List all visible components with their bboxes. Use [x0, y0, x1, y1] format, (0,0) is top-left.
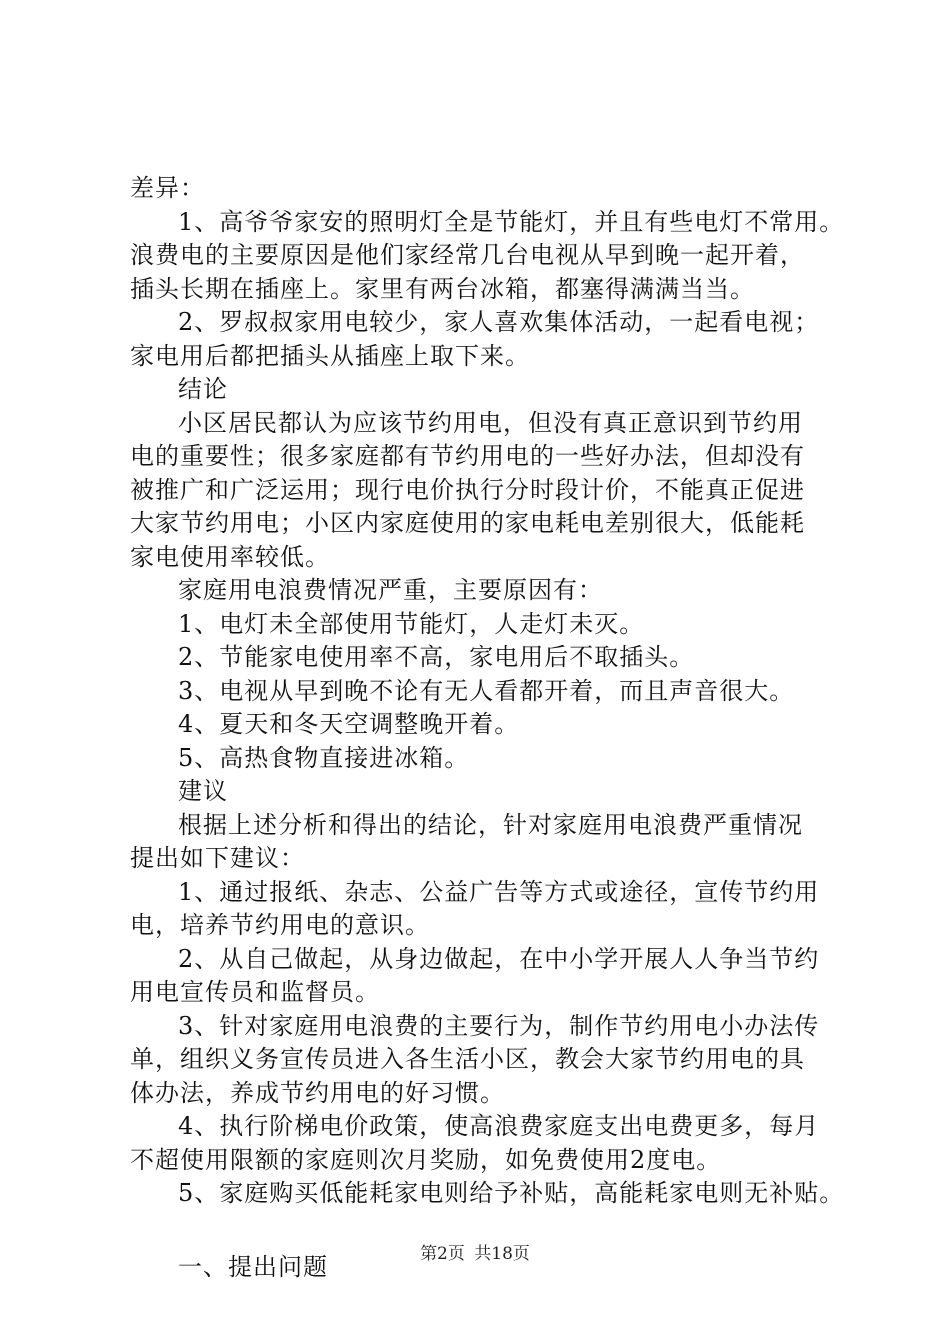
text-line: 1、高爷爷家安的照明灯全是节能灯，并且有些电灯不常用。 — [178, 207, 845, 236]
list-item: 3、电视从早到晚不论有无人看都开着，而且声音很大。 — [178, 676, 795, 705]
list-item: 5、高热食物直接进冰箱。 — [178, 743, 470, 772]
text-line: 根据上述分析和得出的结论，针对家庭用电浪费严重情况 — [178, 810, 803, 839]
text-line: 提出如下建议： — [130, 844, 305, 872]
list-item: 3、针对家庭用电浪费的主要行为，制作节约用电小办法传 — [178, 1011, 820, 1040]
list-item: 2、节能家电使用率不高，家电用后不取插头。 — [178, 643, 695, 671]
text-line: 体办法，养成节约用电的好习惯。 — [130, 1078, 505, 1107]
page-number: 第2页 — [420, 1244, 465, 1264]
text-line: 家庭用电浪费情况严重，主要原因有： — [178, 576, 603, 604]
text-line: 单，组织义务宣传员进入各生活小区，教会大家节约用电的具 — [130, 1045, 805, 1073]
text-line: 家电使用率较低。 — [130, 542, 330, 571]
section-heading-conclusion: 结论 — [178, 375, 228, 403]
text-line: 2、罗叔叔家用电较少，家人喜欢集体活动，一起看电视； — [178, 308, 820, 336]
text-line: 不超使用限额的家庭则次月奖励，如免费使用2度电。 — [130, 1145, 722, 1174]
section-heading-suggestions: 建议 — [178, 777, 228, 805]
document-body — [130, 172, 850, 1284]
list-item: 4、夏天和冬天空调整晚开着。 — [178, 710, 520, 738]
text-line: 插头长期在插座上。家里有两台冰箱，都塞得满满当当。 — [130, 274, 755, 303]
text-line: 差异： — [130, 174, 205, 202]
text-line: 电，培养节约用电的意识。 — [130, 911, 430, 939]
text-line: 被推广和广泛运用；现行电价执行分时段计价，不能真正促进 — [130, 475, 805, 504]
list-item: 5、家庭购买低能耗家电则给予补贴，高能耗家电则无补贴。 — [178, 1179, 845, 1207]
text-line: 浪费电的主要原因是他们家经常几台电视从早到晚一起开着， — [130, 241, 805, 269]
text-line: 家电用后都把插头从插座上取下来。 — [130, 341, 530, 370]
text-line: 用电宣传员和监督员。 — [130, 978, 380, 1006]
text-line: 小区居民都认为应该节约用电，但没有真正意识到节约用 — [178, 408, 803, 437]
text-line: 电的重要性；很多家庭都有节约用电的一些好办法，但却没有 — [130, 442, 805, 470]
list-item: 4、执行阶梯电价政策，使高浪费家庭支出电费更多，每月 — [178, 1112, 820, 1140]
list-item: 1、电灯未全部使用节能灯，人走灯未灭。 — [178, 609, 645, 638]
section-heading-problem: 一、提出问题 — [178, 1252, 328, 1281]
page-footer — [0, 1243, 950, 1265]
text-line: 大家节约用电；小区内家庭使用的家电耗电差别很大，低能耗 — [130, 509, 805, 537]
list-item: 1、通过报纸、杂志、公益广告等方式或途径，宣传节约用 — [178, 877, 820, 906]
total-pages: 共18页 — [474, 1244, 530, 1264]
list-item: 2、从自己做起，从身边做起，在中小学开展人人争当节约 — [178, 944, 820, 973]
